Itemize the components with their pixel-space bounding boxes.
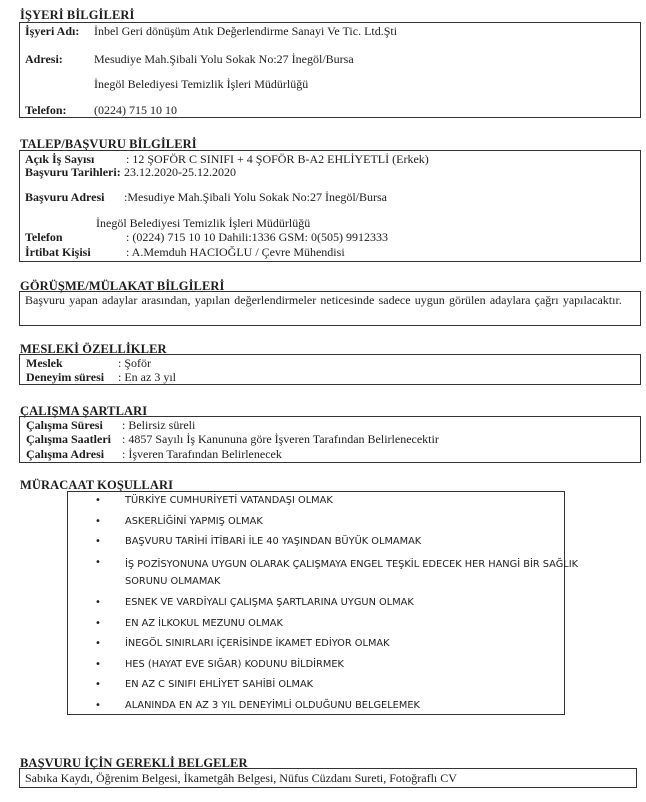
isyeri-adres-line2: İnegöl Belediyesi Temizlik İşleri Müdürlüğü	[94, 77, 309, 91]
talep-telefon-value: : (0224) 715 10 10 Dahili:1336 GSM: 0(505) 9912333	[126, 230, 388, 244]
isyeri-adres-line1: Mesudiye Mah.Şibali Yolu Sokak No:27 İnegöl/Bursa	[94, 52, 354, 66]
bullet-icon: •	[95, 699, 101, 711]
mesleki-meslek-value: : Şoför	[118, 356, 151, 370]
isyeri-ad-value: İnbel Geri dönüşüm Atık Değerlendirme Sanayi Ve Tic. Ltd.Şti	[94, 24, 398, 38]
list-item: • ESNEK VE VARDİYALI ÇALIŞMA ŞARTLARINA UYGUN OLMAK	[95, 597, 414, 608]
list-item: • ALANINDA EN AZ 3 YIL DENEYİMLİ OLDUĞUNU BELGELEMEK	[95, 699, 420, 711]
talep-irtibat-label: İrtibat Kişisi	[25, 245, 91, 259]
isyeri-telefon-label: Telefon:	[25, 103, 67, 117]
bullet-icon: •	[95, 515, 101, 527]
bullet-icon: •	[95, 597, 101, 608]
talep-adres-value: :Mesudiye Mah.Şibali Yolu Sokak No:27 İnegöl/Bursa	[124, 190, 387, 204]
list-item: • İŞ POZİSYONUNA UYGUN OLARAK ÇALIŞMAYA ENGEL TEŞKİL EDECEK HER HANGİ BİR SAĞLIK SORUNU OLMAMAK	[95, 556, 579, 587]
bullet-icon: •	[95, 556, 101, 568]
mesleki-deneyim-value: : En az 3 yıl	[118, 370, 176, 384]
section-title-isyeri: İŞYERİ BİLGİLERİ	[20, 8, 135, 22]
list-item: • ASKERLİĞİNİ YAPMIŞ OLMAK	[95, 515, 263, 527]
mesleki-deneyim-label: Deneyim süresi	[26, 370, 105, 384]
mesleki-meslek-label: Meslek	[26, 356, 63, 370]
list-item: • TÜRKİYE CUMHURİYETİ VATANDAŞI OLMAK	[95, 495, 333, 506]
talep-acik-value: : 12 ŞOFÖR C SINIFI + 4 ŞOFÖR B-A2 EHLİYETLİ (Erkek)	[126, 152, 429, 166]
calisma-adres-value: : İşveren Tarafından Belirlenecek	[122, 447, 282, 461]
gorusme-text: Başvuru yapan adaylar arasından, yapılan değerlendirmeler neticesinde sadece uygun görülen adaylara çağrı yapılacaktır.	[25, 293, 622, 307]
bullet-icon: •	[95, 617, 101, 629]
list-item: • EN AZ C SINIFI EHLİYET SAHİBİ OLMAK	[95, 679, 314, 690]
bullet-icon: •	[95, 658, 101, 670]
section-title-mesleki: MESLEKİ ÖZELLİKLER	[20, 342, 167, 356]
section-title-talep: TALEP/BAŞVURU BİLGİLERİ	[20, 137, 197, 151]
talep-irtibat-value: : A.Memduh HACIOĞLU / Çevre Mühendisi	[126, 245, 345, 259]
list-item: • EN AZ İLKOKUL MEZUNU OLMAK	[95, 617, 283, 629]
belgeler-text: Sabıka Kaydı, Öğrenim Belgesi, İkametgâh Belgesi, Nüfus Cüzdanı Sureti, Fotoğraflı CV	[25, 771, 457, 785]
section-title-gorusme: GÖRÜŞME/MÜLAKAT BİLGİLERİ	[20, 279, 225, 293]
bullet-icon: •	[95, 638, 101, 649]
talep-adres-line2: İnegöl Belediyesi Temizlik İşleri Müdürlüğü	[96, 216, 311, 230]
calisma-sure-label: Çalışma Süresi	[26, 418, 103, 432]
list-item: • HES (HAYAT EVE SIĞAR) KODUNU BİLDİRMEK	[95, 658, 344, 670]
calisma-adres-label: Çalışma Adresi	[26, 447, 105, 461]
section-title-calisma: ÇALIŞMA ŞARTLARI	[20, 404, 148, 418]
mesleki-box	[19, 354, 641, 385]
talep-tarih-label: Başvuru Tarihleri:	[25, 165, 121, 179]
calisma-sure-value: : Belirsiz süreli	[122, 418, 196, 432]
isyeri-ad-label: İşyeri Adı:	[25, 24, 80, 38]
calisma-saat-value: : 4857 Sayılı İş Kanununa göre İşveren Tarafından Belirlenecektir	[122, 432, 439, 446]
list-item: • İNEGÖL SINIRLARI İÇERİSİNDE İKAMET EDİYOR OLMAK	[95, 638, 390, 649]
talep-telefon-label: Telefon	[25, 230, 63, 244]
isyeri-adres-label: Adresi:	[25, 52, 63, 66]
section-title-belgeler: BAŞVURU İÇİN GEREKLİ BELGELER	[20, 756, 248, 770]
calisma-saat-label: Çalışma Saatleri	[26, 432, 111, 446]
bullet-icon: •	[95, 679, 101, 690]
isyeri-telefon-value: (0224) 715 10 10	[94, 103, 177, 117]
section-title-muracaat: MÜRACAAT KOŞULLARI	[20, 478, 174, 492]
bullet-icon: •	[95, 495, 101, 506]
bullet-icon: •	[95, 536, 101, 547]
talep-tarih-value: 23.12.2020-25.12.2020	[124, 165, 236, 179]
talep-acik-label: Açık İş Sayısı	[25, 152, 95, 166]
muracaat-list	[95, 494, 580, 719]
list-item: • BAŞVURU TARİHİ İTİBARİ İLE 40 YAŞINDAN BÜYÜK OLMAMAK	[95, 536, 422, 547]
talep-adres-label: Başvuru Adresi	[25, 190, 105, 204]
